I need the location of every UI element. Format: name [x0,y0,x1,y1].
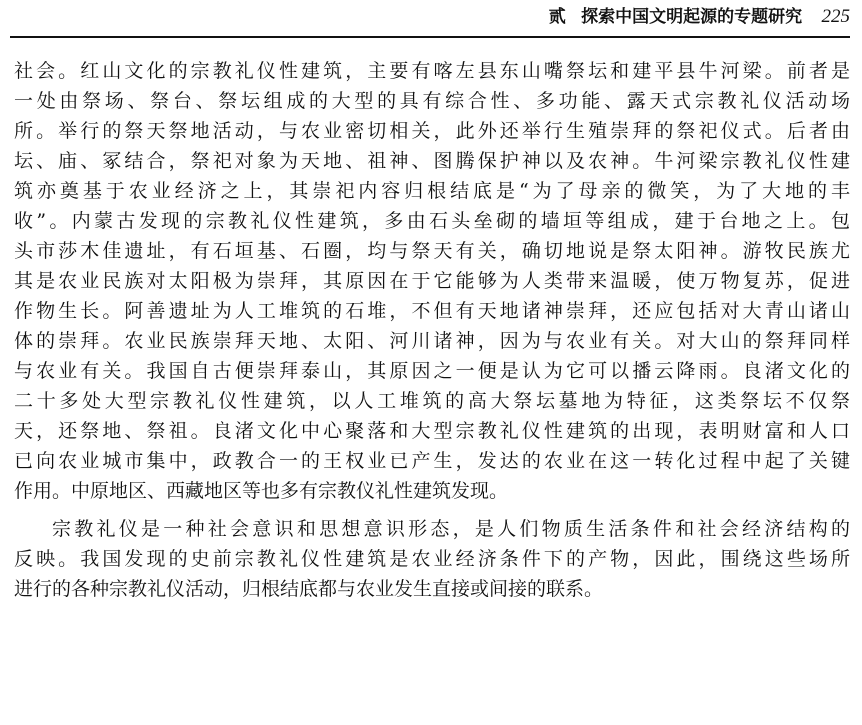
text-line: 头市莎木佳遗址，有石垣基、石圈，均与祭天有关，确切地说是祭太阳神。游牧民族尤 [14,240,850,262]
text-line: 所。举行的祭天祭地活动，与农业密切相关，此外还举行生殖崇拜的祭祀仪式。后者由 [14,120,850,142]
text-line: 天，还祭地、祭祖。良渚文化中心聚落和大型宗教礼仪性建筑的出现，表明财富和人口 [14,420,850,442]
text-line: 二十多处大型宗教礼仪性建筑，以人工堆筑的高大祭坛墓地为特征，这类祭坛不仅祭 [14,390,850,412]
text-line: 作物生长。阿善遗址为人工堆筑的石堆，不但有天地诸神崇拜，还应包括对大青山诸山 [14,300,850,322]
text-line: 筑亦奠基于农业经济之上，其崇祀内容归根结底是“为了母亲的微笑，为了大地的丰 [14,180,850,202]
paragraph-2 [14,514,850,604]
text-line: 反映。我国发现的史前宗教礼仪性建筑是农业经济条件下的产物，因此，围绕这些场所 [14,548,850,570]
text-line: 坛、庙、冢结合，祭祀对象为天地、祖神、图腾保护神以及农神。牛河梁宗教礼仪性建 [14,150,850,172]
text-line: 作用。中原地区、西藏地区等也多有宗教仪礼性建筑发现。 [14,480,509,502]
text-line: 社会。红山文化的宗教礼仪性建筑，主要有喀左县东山嘴祭坛和建平县牛河梁。前者是 [14,60,850,82]
running-header [10,0,850,38]
page-number: 225 [821,6,850,27]
text-line: 已向农业城市集中，政教合一的王权业已产生，发达的农业在这一转化过程中起了关键 [14,450,850,472]
text-line: 进行的各种宗教礼仪活动，归根结底都与农业发生直接或间接的联系。 [14,578,604,600]
text-line: 体的崇拜。农业民族崇拜天地、太阳、河川诸神，因为与农业有关。对大山的祭拜同样 [14,330,850,352]
paragraph-1 [14,56,850,506]
text-line: 其是农业民族对太阳极为崇拜，其原因在于它能够为人类带来温暖，使万物复苏，促进 [14,270,850,292]
text-line: 宗教礼仪是一种社会意识和思想意识形态，是人们物质生活条件和社会经济结构的 [52,518,850,540]
text-line: 一处由祭场、祭台、祭坛组成的大型的具有综合性、多功能、露天式宗教礼仪活动场 [14,90,850,112]
chapter-title: 探索中国文明起源的专题研究 [581,7,803,27]
chapter-number: 贰 [548,7,566,27]
text-line: 与农业有关。我国自古便崇拜泰山，其原因之一便是认为它可以播云降雨。良渚文化的 [14,360,850,382]
text-line: 收”。内蒙古发现的宗教礼仪性建筑，多由石头垒砌的墙垣等组成，建于台地之上。包 [14,210,850,232]
body-text [14,56,850,604]
